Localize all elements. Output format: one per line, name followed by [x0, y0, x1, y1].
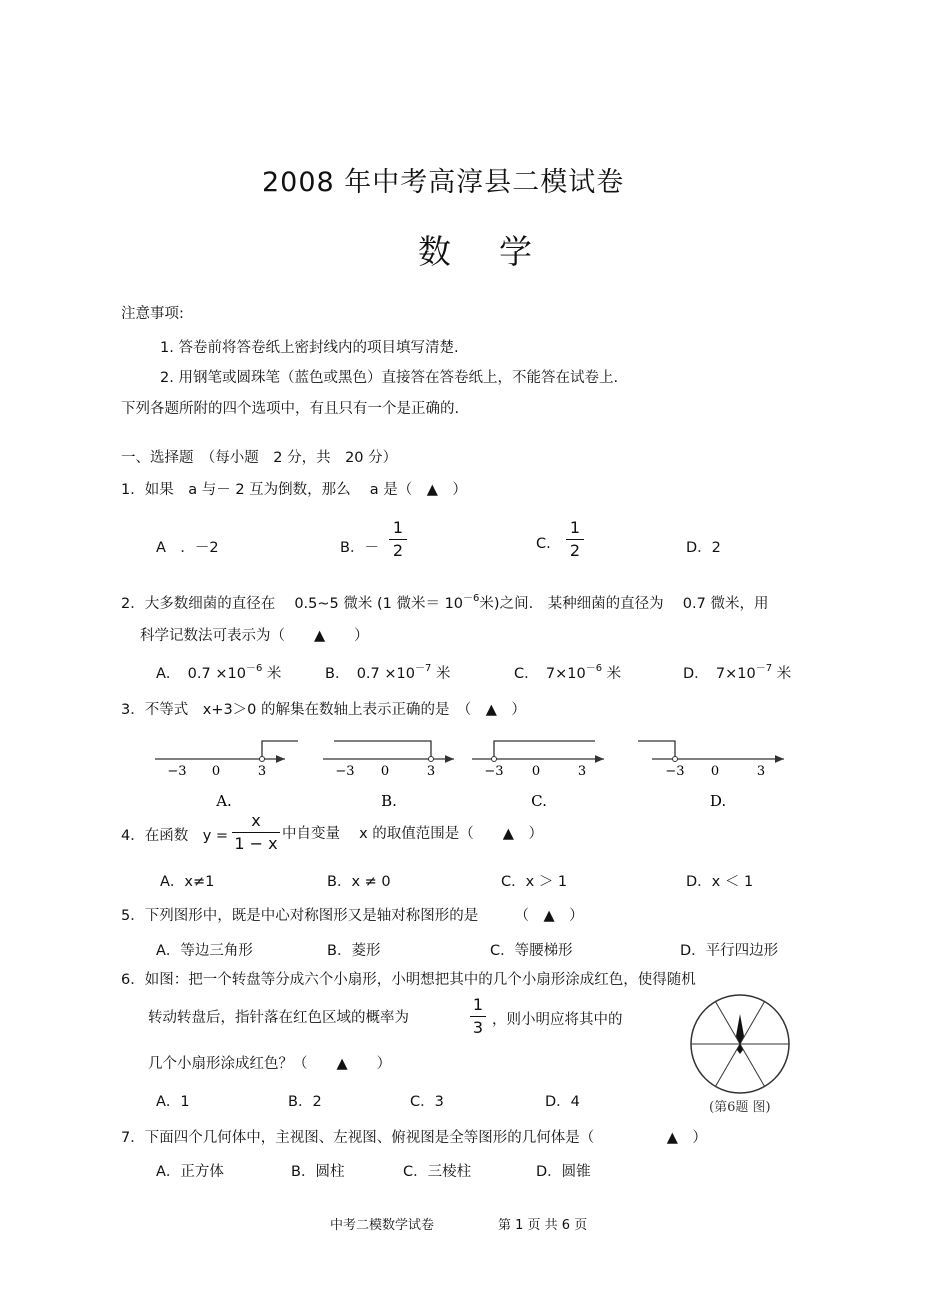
tick-label: −3: [484, 764, 504, 779]
q6-line1: 6．如图：把一个转盘等分成六个小扇形，小明想把其中的几个小扇形涂成红色，使得随机: [121, 972, 696, 988]
fraction-numerator: 1: [392, 518, 404, 537]
q4-prefix: 4．在函数 y =: [121, 828, 229, 844]
q7-option-b: B．圆柱: [291, 1164, 345, 1180]
number-line-b: [323, 741, 454, 810]
q6-option-c: C．3: [410, 1094, 444, 1110]
note-item-1: 1. 答卷前将答卷纸上密封线内的项目填写清楚.: [160, 340, 459, 356]
notes-heading: 注意事项:: [121, 306, 184, 322]
q4-option-a: A．x≠1: [160, 874, 215, 890]
q1-option-c-fraction: [566, 519, 584, 560]
q2-line1: 2．大多数细菌的直径在 0.5~5 微米 (1 微米＝ $10^{-6}$米)之间. 某种细菌的直径为 0.7 微米，用: [121, 593, 769, 612]
q6-line2-b: ，则小明应将其中的: [492, 1012, 623, 1028]
exam-title: 2008 年中考高淳县二模试卷: [262, 167, 625, 198]
option-label: D.: [709, 792, 727, 810]
q7-stem: 7．下面四个几何体中，主视图、左视图、俯视图是全等图形的几何体是（ ▲ ）: [121, 1130, 707, 1146]
tick-label: 3: [577, 764, 587, 779]
fraction-denominator: 3: [472, 1018, 484, 1037]
q2-option-d: D． $7\times 10^{-7}$ 米: [683, 663, 792, 682]
q2-line2: 科学记数法可表示为（ ▲ ）: [140, 628, 369, 644]
tick-label: 3: [257, 764, 267, 779]
q7-option-a: A．正方体: [156, 1164, 224, 1180]
fraction-numerator: 1: [569, 518, 581, 537]
q6-option-a: A．1: [156, 1094, 190, 1110]
q6-option-b: B．2: [288, 1094, 322, 1110]
fraction-denominator: 2: [392, 541, 404, 560]
q1-option-a: A ．－2: [156, 540, 219, 556]
q1-option-b-prefix: B．－: [340, 540, 379, 556]
q7-option-c: C．三棱柱: [403, 1164, 472, 1180]
q4-option-b: B．x ≠ 0: [327, 874, 391, 890]
q3-number-lines: [150, 734, 790, 814]
q5-option-b: B．菱形: [327, 943, 381, 959]
fraction-numerator: x: [251, 811, 261, 830]
q6-line3: 几个小扇形涂成红色？（ ▲ ）: [148, 1056, 392, 1072]
q6-line2-a: 转动转盘后，指针落在红色区域的概率为: [148, 1010, 409, 1026]
tick-label: −3: [167, 764, 187, 779]
q5-option-d: D．平行四边形: [680, 943, 779, 959]
fraction-denominator: 1 − x: [234, 834, 278, 853]
number-line-c: [472, 741, 604, 810]
fraction-numerator: 1: [472, 995, 484, 1014]
option-label: A.: [216, 792, 232, 810]
q2-option-a: A． $0.7 \times 10^{-6}$ 米: [156, 663, 282, 682]
q5-option-c: C．等腰梯形: [490, 943, 573, 959]
page-number: 第 1 页 共 6 页: [498, 1218, 588, 1233]
q2-option-b: B． $0.7 \times 10^{-7}$ 米: [325, 663, 451, 682]
section-heading: 一、选择题 （每小题 2 分，共 20 分）: [121, 450, 398, 466]
q4-suffix: 中自变量 x 的取值范围是（ ▲ ）: [282, 826, 543, 842]
number-line-a: [155, 741, 298, 810]
tick-label: 0: [380, 764, 390, 779]
note-item-2: 2. 用钢笔或圆珠笔（蓝色或黑色）直接答在答卷纸上，不能答在试卷上.: [160, 370, 619, 386]
q5-stem: 5．下列图形中，既是中心对称图形又是轴对称图形的是 （ ▲ ）: [121, 908, 584, 924]
instruction: 下列各题所附的四个选项中，有且只有一个是正确的.: [121, 401, 460, 417]
q4-option-d: D．x ＜ 1: [686, 874, 754, 890]
tick-label: 3: [756, 764, 766, 779]
spinner-figure: [688, 992, 792, 1096]
option-label: B.: [381, 792, 397, 810]
tick-label: 0: [531, 764, 541, 779]
q1-option-b-fraction: [389, 519, 407, 560]
figure-caption: (第6题 图): [709, 1100, 771, 1115]
q1-stem: 1．如果 a 与－ 2 互为倒数，那么 a 是（ ▲ ）: [121, 482, 467, 498]
q1-option-c-prefix: C.: [536, 536, 551, 552]
footer-title: 中考二模数学试卷: [330, 1218, 435, 1233]
q3-stem: 3．不等式 x+3＞0 的解集在数轴上表示正确的是 （ ▲ ）: [121, 702, 526, 718]
fraction-denominator: 2: [569, 541, 581, 560]
q7-option-d: D．圆锥: [536, 1164, 591, 1180]
q5-option-a: A．等边三角形: [156, 943, 253, 959]
tick-label: −3: [665, 764, 685, 779]
q1-option-d: D．2: [686, 540, 721, 556]
subject-title: 数学: [418, 232, 580, 271]
option-label: C.: [531, 792, 547, 810]
tick-label: 0: [710, 764, 720, 779]
tick-label: 3: [426, 764, 436, 779]
q6-fraction: [470, 996, 486, 1037]
tick-label: −3: [335, 764, 355, 779]
q4-fraction: [232, 812, 280, 853]
q2-option-c: C． $7\times 10^{-6}$ 米: [514, 663, 622, 682]
number-line-d: [638, 741, 784, 810]
tick-label: 0: [211, 764, 221, 779]
q4-option-c: C．x ＞ 1: [501, 874, 568, 890]
q6-option-d: D．4: [545, 1094, 580, 1110]
